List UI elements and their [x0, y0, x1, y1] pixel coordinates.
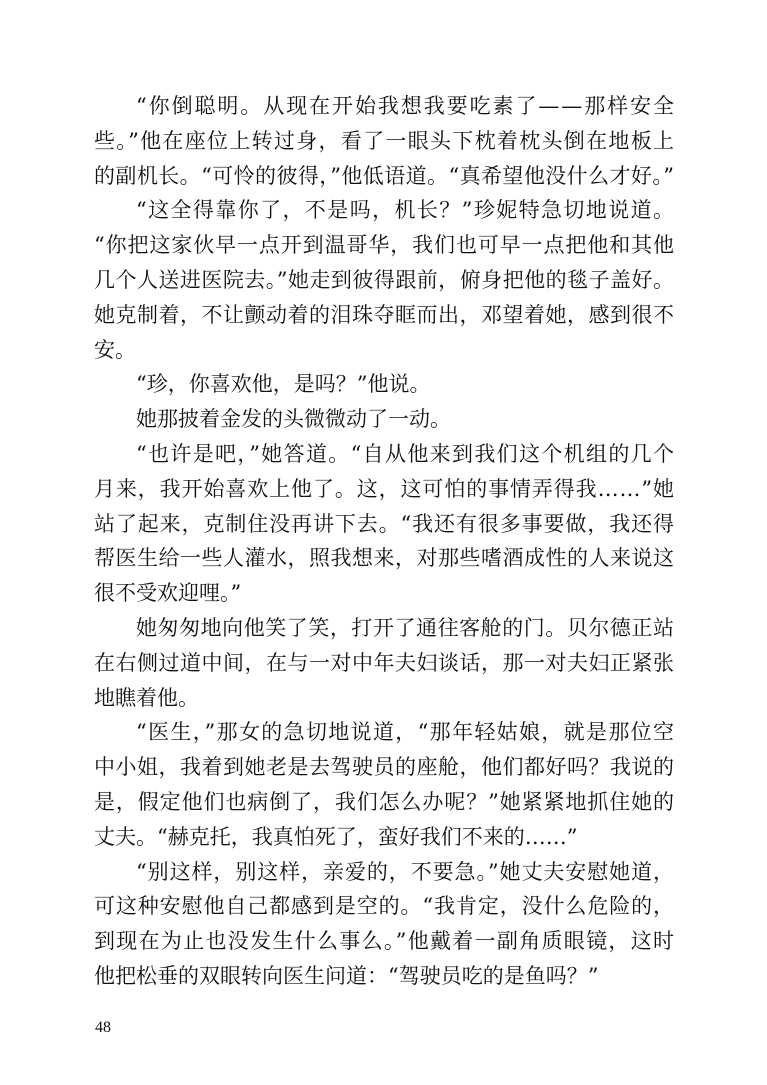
text-line: [94, 472, 674, 507]
text-line: [94, 159, 674, 194]
text-line-content: 可这种安慰他自己都感到是空的。“我肯定，没什么危险的，: [94, 894, 675, 919]
text-line: [94, 193, 674, 228]
text-line: [94, 785, 674, 820]
text-line-content: 地瞧着他。: [94, 685, 199, 710]
text-line-content: 中小姐，我着到她老是去驾驶员的座舱，他们都好吗？我说的: [94, 755, 675, 780]
text-line: [94, 855, 674, 890]
text-line: [94, 681, 674, 716]
text-line-content: 她那披着金发的头微微动了一动。: [136, 407, 451, 432]
text-line-content: 到现在为止也没发生什么事么。”他戴着一副角质眼镜，这时: [94, 929, 676, 954]
text-line-content: 他把松垂的双眼转向医生问道：“驾驶员吃的是鱼吗？”: [94, 963, 599, 988]
text-line: [94, 367, 674, 402]
text-line: [94, 228, 674, 263]
text-line: [94, 402, 674, 437]
text-line-content: 帮医生给一些人灌水，照我想来，对那些嗜酒成性的人来说这: [94, 546, 675, 571]
book-page-text: [94, 89, 674, 994]
text-line-content: 她匆匆地向他笑了笑，打开了通往客舱的门。贝尔德正站: [136, 615, 675, 640]
text-line-content: 在右侧过道中间，在与一对中年夫妇谈话，那一对夫妇正紧张: [94, 650, 675, 675]
text-line: [94, 820, 674, 855]
text-line: [94, 333, 674, 368]
text-line-content: 她克制着，不让颤动着的泪珠夺眶而出，邓望着她，感到很不: [94, 302, 675, 327]
page-number: 48: [95, 1019, 111, 1036]
text-line: [94, 263, 674, 298]
text-line: [94, 646, 674, 681]
text-line: [94, 750, 674, 785]
text-line: [94, 507, 674, 542]
text-line-content: 几个人送进医院去。”她走到彼得跟前，俯身把他的毯子盖好。: [94, 267, 675, 292]
text-line-content: “你倒聪明。从现在开始我想我要吃素了——那样安全: [136, 94, 676, 118]
text-line: [94, 437, 674, 472]
text-line-content: “你把这家伙早一点开到温哥华，我们也可早一点把他和其他: [94, 233, 675, 258]
text-line-content: “珍，你喜欢他，是吗？”他说。: [136, 372, 431, 397]
text-line-content: 是，假定他们也病倒了，我们怎么办呢？”她紧紧地抓住她的: [94, 789, 675, 814]
text-line-content: 的副机长。“可怜的彼得，”他低语道。“真希望他没什么才好。”: [94, 163, 675, 188]
text-line-content: 丈夫。“赫克托，我真怕死了，蛮好我们不来的……”: [94, 824, 578, 849]
text-line: [94, 715, 674, 750]
text-line-content: 安。: [94, 337, 136, 362]
text-line: [94, 924, 674, 959]
text-line-content: “这全得靠你了，不是吗，机长？”珍妮特急切地说道。: [136, 198, 676, 223]
text-line: [94, 298, 674, 333]
text-line-content: “医生，”那女的急切地说道，“那年轻姑娘，就是那位空: [136, 720, 676, 745]
text-line: [94, 541, 674, 576]
text-line-content: 些。”他在座位上转过身，看了一眼头下枕着枕头倒在地板上: [94, 128, 676, 153]
text-line: [94, 959, 674, 994]
text-line: [94, 124, 674, 159]
text-line-content: “别这样，别这样，亲爱的，不要急。”她丈夫安慰她道，: [136, 859, 675, 884]
text-line: [94, 611, 674, 646]
text-line-content: 站了起来，克制住没再讲下去。“我还有很多事要做，我还得: [94, 511, 675, 536]
text-line: [94, 576, 674, 611]
text-line-content: 月来，我开始喜欢上他了。这，这可怕的事情弄得我……”她: [94, 476, 675, 501]
text-line-content: “也许是吧，”她答道。“自从他来到我们这个机组的几个: [136, 441, 676, 466]
text-line-content: 很不受欢迎哩。”: [94, 581, 242, 606]
text-line: [94, 89, 674, 124]
text-line: [94, 889, 674, 924]
